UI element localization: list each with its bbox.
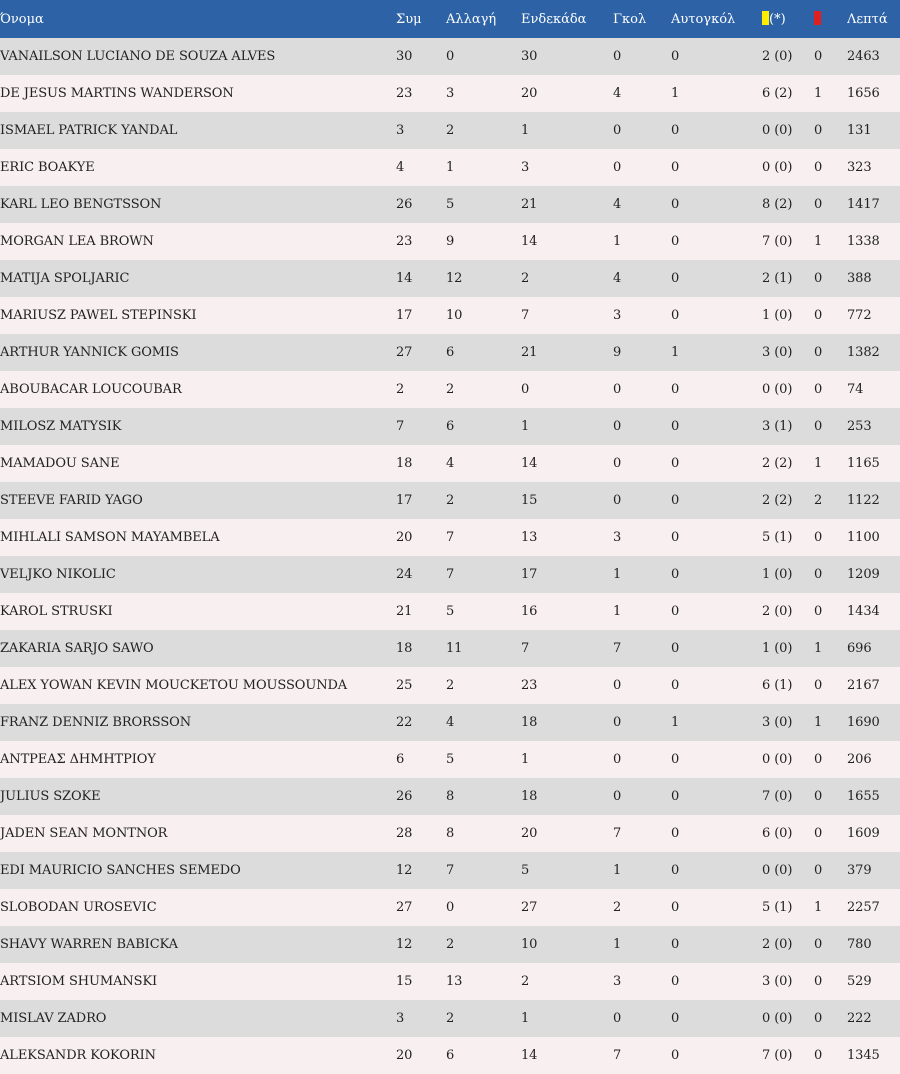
table-row [0,852,900,889]
cell-red-cards: 0 [814,604,823,619]
cell-substitutions: 2 [446,493,455,508]
cell-goals: 0 [613,715,622,730]
cell-red-cards: 1 [814,900,823,915]
cell-minutes: 379 [847,863,872,878]
table-row [0,889,900,926]
cell-player-name[interactable]: ERIC BOAKYE [0,160,95,175]
cell-yellow-cards: 6 (0) [762,826,793,841]
table-row [0,297,900,334]
cell-starts: 2 [521,974,530,989]
cell-substitutions: 5 [446,752,455,767]
cell-goals: 4 [613,197,622,212]
cell-red-cards: 1 [814,234,823,249]
cell-goals: 0 [613,160,622,175]
cell-appearances: 23 [396,234,413,249]
cell-starts: 13 [521,530,538,545]
cell-yellow-cards: 0 (0) [762,863,793,878]
cell-substitutions: 12 [446,271,463,286]
cell-own-goals: 0 [671,308,680,323]
cell-yellow-cards: 1 (0) [762,641,793,656]
cell-player-name[interactable]: ALEKSANDR KOKORIN [0,1048,156,1063]
cell-player-name[interactable]: ARTHUR YANNICK GOMIS [0,345,179,360]
column-header-own-goals[interactable]: Αυτογκόλ [671,11,736,27]
cell-appearances: 20 [396,1048,413,1063]
cell-yellow-cards: 1 (0) [762,567,793,582]
cell-starts: 20 [521,86,538,101]
table-row [0,445,900,482]
table-row [0,38,900,75]
cell-substitutions: 9 [446,234,455,249]
cell-starts: 2 [521,271,530,286]
cell-goals: 0 [613,419,622,434]
cell-appearances: 27 [396,900,413,915]
cell-red-cards: 0 [814,271,823,286]
cell-appearances: 18 [396,641,413,656]
cell-own-goals: 0 [671,419,680,434]
cell-red-cards: 0 [814,789,823,804]
cell-red-cards: 0 [814,826,823,841]
cell-appearances: 7 [396,419,405,434]
cell-substitutions: 1 [446,160,455,175]
cell-yellow-cards: 6 (1) [762,678,793,693]
cell-red-cards: 0 [814,752,823,767]
cell-minutes: 780 [847,937,872,952]
cell-appearances: 14 [396,271,413,286]
column-header-apps[interactable]: Συμ [396,11,422,27]
cell-yellow-cards: 5 (1) [762,530,793,545]
cell-minutes: 1656 [847,86,880,101]
cell-own-goals: 0 [671,456,680,471]
cell-yellow-cards: 0 (0) [762,1011,793,1026]
cell-appearances: 12 [396,937,413,952]
cell-yellow-cards: 3 (0) [762,974,793,989]
cell-starts: 0 [521,382,530,397]
cell-minutes: 388 [847,271,872,286]
cell-appearances: 3 [396,123,405,138]
cell-red-cards: 0 [814,308,823,323]
cell-player-name[interactable]: STEEVE FARID YAGO [0,493,143,508]
column-header-starts[interactable]: Ενδεκάδα [521,11,587,27]
column-header-yellow-cards[interactable] [762,0,814,38]
cell-own-goals: 0 [671,678,680,693]
cell-appearances: 25 [396,678,413,693]
table-row [0,408,900,445]
cell-player-name[interactable]: DE JESUS MARTINS WANDERSON [0,86,234,101]
cell-yellow-cards: 7 (0) [762,234,793,249]
cell-starts: 17 [521,567,538,582]
cell-substitutions: 5 [446,197,455,212]
cell-appearances: 28 [396,826,413,841]
cell-starts: 20 [521,826,538,841]
cell-appearances: 22 [396,715,413,730]
cell-red-cards: 1 [814,456,823,471]
cell-goals: 0 [613,752,622,767]
cell-minutes: 131 [847,123,872,138]
cell-goals: 0 [613,493,622,508]
table-row [0,112,900,149]
table-row [0,630,900,667]
cell-substitutions: 6 [446,345,455,360]
cell-red-cards: 0 [814,49,823,64]
cell-appearances: 26 [396,197,413,212]
cell-minutes: 696 [847,641,872,656]
cell-goals: 0 [613,456,622,471]
cell-own-goals: 0 [671,1048,680,1063]
cell-substitutions: 7 [446,863,455,878]
cell-red-cards: 0 [814,863,823,878]
cell-goals: 7 [613,1048,622,1063]
cell-appearances: 15 [396,974,413,989]
cell-minutes: 323 [847,160,872,175]
cell-own-goals: 0 [671,530,680,545]
cell-starts: 1 [521,1011,530,1026]
cell-substitutions: 2 [446,123,455,138]
table-row [0,149,900,186]
cell-yellow-cards: 3 (0) [762,345,793,360]
cell-player-name[interactable]: KARL LEO BENGTSSON [0,197,162,212]
cell-appearances: 12 [396,863,413,878]
cell-minutes: 253 [847,419,872,434]
table-row [0,223,900,260]
cell-own-goals: 0 [671,49,680,64]
cell-own-goals: 0 [671,974,680,989]
cell-yellow-cards: 2 (2) [762,493,793,508]
table-row [0,667,900,704]
cell-player-name[interactable]: ABOUBACAR LOUCOUBAR [0,382,182,397]
cell-substitutions: 6 [446,419,455,434]
cell-appearances: 4 [396,160,405,175]
cell-starts: 1 [521,752,530,767]
cell-red-cards: 0 [814,197,823,212]
table-row [0,815,900,852]
cell-own-goals: 0 [671,900,680,915]
cell-starts: 27 [521,900,538,915]
cell-own-goals: 1 [671,345,680,360]
cell-own-goals: 0 [671,789,680,804]
cell-goals: 3 [613,530,622,545]
cell-minutes: 1655 [847,789,880,804]
cell-own-goals: 0 [671,752,680,767]
cell-own-goals: 0 [671,641,680,656]
cell-appearances: 18 [396,456,413,471]
cell-player-name[interactable]: MARIUSZ PAWEL STEPINSKI [0,308,197,323]
cell-own-goals: 0 [671,937,680,952]
column-header-goals[interactable]: Γκολ [613,11,647,27]
cell-starts: 23 [521,678,538,693]
cell-starts: 21 [521,345,538,360]
table-row [0,260,900,297]
cell-yellow-cards: 2 (0) [762,49,793,64]
cell-substitutions: 2 [446,937,455,952]
cell-starts: 3 [521,160,530,175]
cell-substitutions: 4 [446,456,455,471]
cell-minutes: 1100 [847,530,880,545]
cell-red-cards: 1 [814,715,823,730]
cell-minutes: 1122 [847,493,880,508]
cell-minutes: 1165 [847,456,880,471]
table-row [0,371,900,408]
cell-appearances: 2 [396,382,405,397]
cell-goals: 2 [613,900,622,915]
cell-minutes: 1417 [847,197,880,212]
cell-own-goals: 0 [671,1011,680,1026]
cell-yellow-cards: 0 (0) [762,123,793,138]
cell-player-name[interactable]: ARTSIOM SHUMANSKI [0,974,158,989]
cell-starts: 30 [521,49,538,64]
cell-goals: 0 [613,1011,622,1026]
cell-goals: 1 [613,863,622,878]
cell-substitutions: 8 [446,789,455,804]
table-row [0,593,900,630]
cell-minutes: 2167 [847,678,880,693]
cell-player-name[interactable]: MIHLALI SAMSON MAYAMBELA [0,530,220,545]
cell-player-name[interactable]: JULIUS SZOKE [0,789,101,804]
cell-own-goals: 0 [671,234,680,249]
cell-substitutions: 13 [446,974,463,989]
table-row [0,519,900,556]
cell-red-cards: 0 [814,419,823,434]
cell-player-name[interactable]: KAROL STRUSKI [0,604,113,619]
table-row [0,926,900,963]
cell-yellow-cards: 3 (1) [762,419,793,434]
cell-red-cards: 0 [814,974,823,989]
column-header-red-cards[interactable] [814,0,847,38]
cell-yellow-cards: 2 (2) [762,456,793,471]
cell-own-goals: 1 [671,715,680,730]
red-card-icon [814,11,821,25]
column-header-minutes[interactable]: Λεπτά [847,11,888,27]
cell-own-goals: 0 [671,604,680,619]
cell-goals: 1 [613,567,622,582]
cell-goals: 0 [613,678,622,693]
cell-player-name[interactable]: SHAVY WARREN BABICKA [0,937,178,952]
cell-starts: 10 [521,937,538,952]
cell-appearances: 23 [396,86,413,101]
cell-yellow-cards: 8 (2) [762,197,793,212]
column-header-name[interactable]: Όνομα [0,11,44,27]
cell-substitutions: 10 [446,308,463,323]
cell-goals: 1 [613,604,622,619]
cell-own-goals: 0 [671,863,680,878]
header-row [0,0,900,38]
cell-minutes: 206 [847,752,872,767]
cell-substitutions: 2 [446,678,455,693]
cell-starts: 7 [521,641,530,656]
cell-starts: 7 [521,308,530,323]
cell-player-name[interactable]: ΑΝΤΡΕΑΣ ΔΗΜΗΤΡΙΟΥ [0,752,156,767]
cell-yellow-cards: 6 (2) [762,86,793,101]
cell-minutes: 1338 [847,234,880,249]
table-row [0,186,900,223]
cell-own-goals: 0 [671,567,680,582]
table-row [0,704,900,741]
cell-yellow-cards: 2 (1) [762,271,793,286]
cell-goals: 3 [613,308,622,323]
cell-red-cards: 0 [814,937,823,952]
table-row [0,334,900,371]
cell-starts: 5 [521,863,530,878]
cell-yellow-cards: 2 (0) [762,604,793,619]
cell-player-name[interactable]: MISLAV ZADRO [0,1011,107,1026]
cell-goals: 1 [613,234,622,249]
cell-red-cards: 0 [814,160,823,175]
cell-minutes: 529 [847,974,872,989]
cell-substitutions: 3 [446,86,455,101]
cell-red-cards: 0 [814,530,823,545]
cell-player-name[interactable]: FRANZ DENNIZ BRORSSON [0,715,192,730]
cell-minutes: 1209 [847,567,880,582]
cell-goals: 1 [613,937,622,952]
table-row [0,75,900,112]
table-row [0,482,900,519]
cell-appearances: 21 [396,604,413,619]
cell-player-name[interactable]: MILOSZ MATYSIK [0,419,122,434]
cell-red-cards: 0 [814,345,823,360]
cell-minutes: 1609 [847,826,880,841]
cell-goals: 0 [613,123,622,138]
cell-starts: 18 [521,789,538,804]
cell-player-name[interactable]: SLOBODAN UROSEVIC [0,900,157,915]
table-row [0,741,900,778]
cell-own-goals: 0 [671,160,680,175]
cell-minutes: 1434 [847,604,880,619]
cell-substitutions: 2 [446,382,455,397]
cell-substitutions: 2 [446,1011,455,1026]
table-header [0,0,900,38]
cell-appearances: 26 [396,789,413,804]
cell-goals: 0 [613,49,622,64]
cell-player-name[interactable]: MAMADOU SANE [0,456,120,471]
cell-starts: 18 [521,715,538,730]
cell-player-name[interactable]: JADEN SEAN MONTNOR [0,826,168,841]
cell-substitutions: 8 [446,826,455,841]
cell-red-cards: 0 [814,678,823,693]
table-row [0,963,900,1000]
cell-own-goals: 0 [671,271,680,286]
cell-player-name[interactable]: VANAILSON LUCIANO DE SOUZA ALVES [0,49,276,64]
cell-starts: 1 [521,419,530,434]
cell-own-goals: 0 [671,493,680,508]
cell-red-cards: 0 [814,382,823,397]
cell-player-name[interactable]: VELJKO NIKOLIC [0,567,116,582]
cell-red-cards: 2 [814,493,823,508]
cell-own-goals: 0 [671,382,680,397]
cell-substitutions: 7 [446,567,455,582]
cell-yellow-cards: 2 (0) [762,937,793,952]
cell-player-name[interactable]: ZAKARIA SARJO SAWO [0,641,154,656]
cell-minutes: 772 [847,308,872,323]
cell-red-cards: 0 [814,123,823,138]
cell-appearances: 6 [396,752,405,767]
cell-yellow-cards: 7 (0) [762,789,793,804]
cell-red-cards: 0 [814,1048,823,1063]
cell-appearances: 30 [396,49,413,64]
cell-yellow-cards: 0 (0) [762,752,793,767]
cell-appearances: 17 [396,308,413,323]
cell-minutes: 222 [847,1011,872,1026]
cell-red-cards: 1 [814,86,823,101]
cell-minutes: 2257 [847,900,880,915]
cell-yellow-cards: 1 (0) [762,308,793,323]
table-row [0,556,900,593]
cell-goals: 7 [613,641,622,656]
cell-own-goals: 0 [671,123,680,138]
column-header-sub[interactable]: Αλλαγή [446,11,497,27]
cell-substitutions: 11 [446,641,463,656]
cell-goals: 0 [613,382,622,397]
cell-player-name[interactable]: ISMAEL PATRICK YANDAL [0,123,178,138]
cell-starts: 16 [521,604,538,619]
cell-goals: 3 [613,974,622,989]
cell-goals: 7 [613,826,622,841]
table-row [0,778,900,815]
cell-player-name[interactable]: MORGAN LEA BROWN [0,234,154,249]
table-body [0,38,900,1074]
cell-own-goals: 1 [671,86,680,101]
cell-substitutions: 7 [446,530,455,545]
cell-substitutions: 6 [446,1048,455,1063]
cell-yellow-cards: 7 (0) [762,1048,793,1063]
cell-player-name[interactable]: ALEX YOWAN KEVIN MOUCKETOU MOUSSOUNDA [0,678,348,693]
cell-goals: 0 [613,789,622,804]
cell-player-name[interactable]: EDI MAURICIO SANCHES SEMEDO [0,863,241,878]
cell-starts: 14 [521,456,538,471]
cell-own-goals: 0 [671,826,680,841]
cell-appearances: 17 [396,493,413,508]
cell-red-cards: 0 [814,1011,823,1026]
cell-starts: 21 [521,197,538,212]
cell-substitutions: 0 [446,49,455,64]
cell-player-name[interactable]: MATIJA SPOLJARIC [0,271,130,286]
cell-red-cards: 1 [814,641,823,656]
cell-appearances: 3 [396,1011,405,1026]
yellow-card-icon [762,11,769,25]
table-row [0,1037,900,1074]
cell-minutes: 1382 [847,345,880,360]
cell-goals: 9 [613,345,622,360]
cell-starts: 14 [521,1048,538,1063]
cell-starts: 14 [521,234,538,249]
table-row [0,1000,900,1037]
yellow-suffix: (*) [769,12,786,27]
cell-substitutions: 4 [446,715,455,730]
cell-yellow-cards: 0 (0) [762,160,793,175]
cell-goals: 4 [613,86,622,101]
cell-minutes: 1345 [847,1048,880,1063]
cell-own-goals: 0 [671,197,680,212]
cell-starts: 15 [521,493,538,508]
cell-starts: 1 [521,123,530,138]
cell-appearances: 24 [396,567,413,582]
cell-minutes: 74 [847,382,864,397]
cell-appearances: 27 [396,345,413,360]
cell-goals: 4 [613,271,622,286]
cell-red-cards: 0 [814,567,823,582]
cell-minutes: 1690 [847,715,880,730]
cell-yellow-cards: 5 (1) [762,900,793,915]
cell-substitutions: 0 [446,900,455,915]
cell-minutes: 2463 [847,49,880,64]
cell-appearances: 20 [396,530,413,545]
cell-yellow-cards: 0 (0) [762,382,793,397]
cell-substitutions: 5 [446,604,455,619]
cell-yellow-cards: 3 (0) [762,715,793,730]
